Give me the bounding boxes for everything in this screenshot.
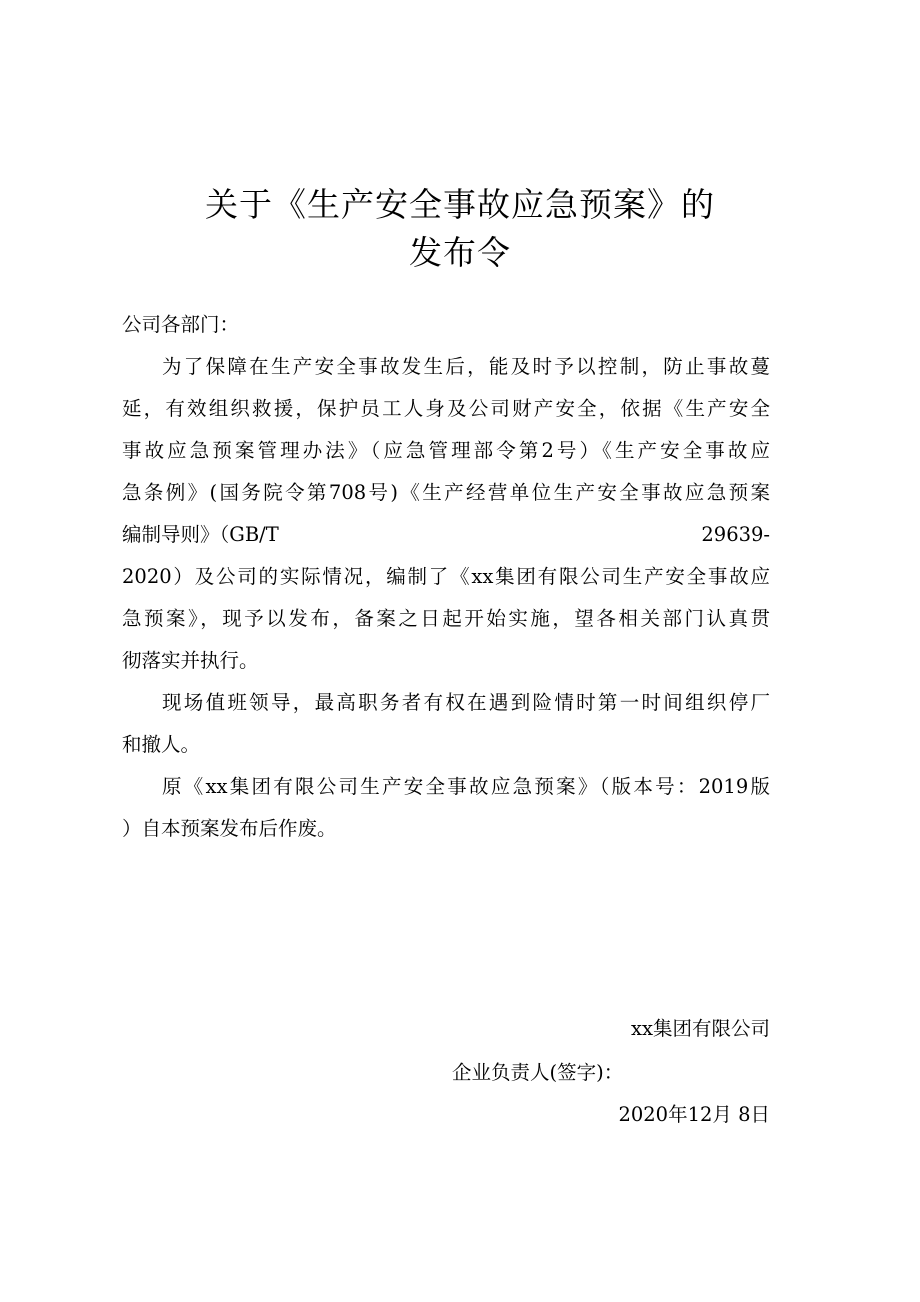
para1-line5-right: 29639-: [701, 523, 770, 546]
para1-line2: 延，有效组织救援，保护员工人身及公司财产安全，依据《生产安全: [122, 397, 770, 420]
para1-line1: 为了保障在生产安全事故发生后，能及时予以控制，防止事故蔓: [162, 355, 770, 378]
para1-line6: 2020）及公司的实际情况，编制了《xx集团有限公司生产安全事故应: [122, 565, 770, 588]
para3-line1: 原《xx集团有限公司生产安全事故应急预案》（版本号：2019版: [162, 775, 770, 798]
para2-line1: 现场值班领导，最高职务者有权在遇到险情时第一时间组织停厂: [162, 691, 770, 714]
signature-company: xx集团有限公司: [631, 1017, 770, 1040]
para1-line8: 彻落实并执行。: [122, 649, 259, 672]
signature-date: 2020年12月 8日: [618, 1103, 770, 1126]
para1-line7: 急预案》，现予以发布，备案之日起开始实施，望各相关部门认真贯: [122, 607, 770, 630]
salutation: 公司各部门：: [122, 313, 240, 336]
para2-line2: 和撤人。: [122, 733, 201, 756]
para1-line5: [122, 522, 770, 548]
para1-line3: 事故应急预案管理办法》（应急管理部令第2号）《生产安全事故应: [122, 439, 770, 462]
para3-line2: ）自本预案发布后作废。: [122, 817, 337, 840]
document-title-line1: 关于《生产安全事故应急预案》的: [205, 185, 715, 224]
signature-responsible: 企业负责人(签字)：: [452, 1061, 624, 1084]
document-title-line2: 发布令: [409, 233, 511, 272]
para1-line5-left: 编制导则》（GB/T: [122, 523, 279, 546]
para1-line4: 急条例》(国务院令第708号)《生产经营单位生产安全事故应急预案: [122, 481, 770, 504]
